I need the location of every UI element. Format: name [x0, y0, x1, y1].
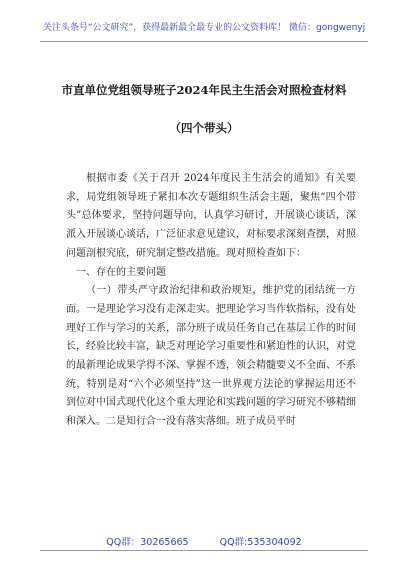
qq-group-2: QQ群:535304092	[219, 537, 302, 548]
footer-divider	[40, 550, 368, 551]
document-body	[66, 170, 356, 432]
qq-group-1: QQ群：30265665	[106, 537, 189, 548]
footer-contact	[0, 534, 408, 548]
section-paragraph: （一）带头严守政治纪律和政治规矩，维护党的团结统一方面。一是理论学习没有走深走实。把理论学习当作软指标，没有处理好工作与学习的关系，部分班子成员任务自己在基层工作的时间长，经验比较丰富，缺乏对理论学习重要性和紧迫性的认识，对党的最新理论成果学得不深、掌握不透，领会精髓要义不全面、不系统，特别是对“六个必须坚持”这一世界观方法论的掌握运用还不到位对中国式现代化这个重大理论和实践问题的学习研究不够精细和深入。二是知行合一没有落实落细。班子成员平时	[66, 285, 356, 428]
intro-paragraph: 根据市委《关于召开 2024年度民主生活会的通知》有关要求，局党组领导班子紧扣本次专题组织生活会主题，聚焦“四个带头”总体要求，坚持问题导向，认真学习研讨，开展谈心谈话，深派入开展谈心谈话，广泛征求意见建议，对标要求深刻查摆，对照问题剖根究底，研究制定整改措施。现对照检查如下：	[66, 173, 356, 259]
document-subtitle: （四个带头）	[169, 121, 239, 135]
header-divider	[40, 41, 368, 42]
section-heading: 一、存在的主要问题	[76, 266, 166, 278]
header-promo-text: 关注头条号“公文研究”，获得最新最全最专业的公文资料库！ 微信：gongwenyj	[42, 23, 366, 33]
document-title: 市直单位党组领导班子2024年民主生活会对照检查材料	[61, 83, 347, 97]
